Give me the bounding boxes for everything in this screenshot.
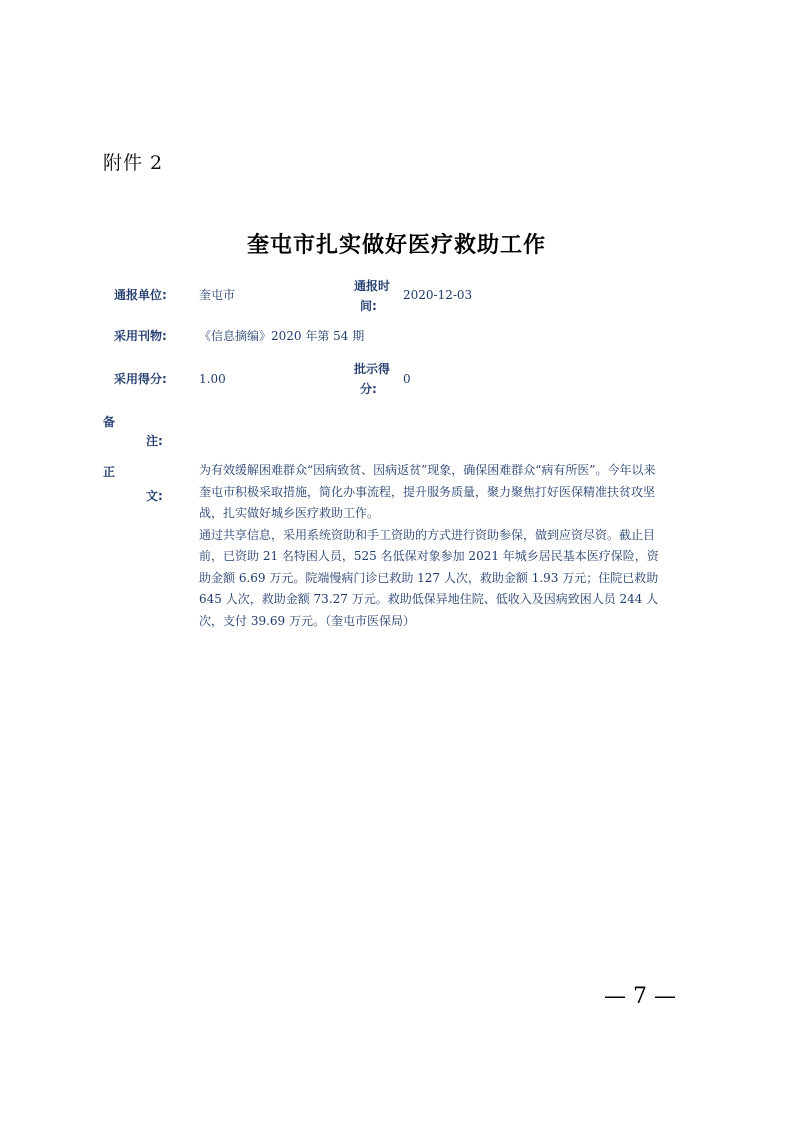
remark-label-line1: 备 [103, 415, 116, 429]
document-title: 奎屯市扎实做好医疗救助工作 [246, 233, 546, 258]
time-value: 2020-12-03 [403, 288, 473, 302]
unit-label: 通报单位: [114, 288, 167, 302]
remark-label-line2: 注: [146, 434, 163, 448]
score-label: 采用得分: [114, 372, 167, 386]
page-number: — 7 — [604, 984, 676, 1009]
body-paragraph-2: 通过共享信息，采用系统资助和手工资助的方式进行资助参保，做到应资尽资。截止目前，已资助 21 名特困人员，525 名低保对象参加 2021 年城乡居民基本医疗保险，资助金额 6.69 万元。院端慢病门诊已救助 127 人次，救助金额 1.93 万元；住院已救助 645 人次，救助金额 73.27 万元。救助低保异地住院、低收入及因病致困人员 244 人次，支付 39.69 万元。（奎屯市医保局） [199, 527, 659, 628]
unit-value: 奎屯市 [199, 288, 236, 302]
score-value: 1.00 [199, 372, 226, 386]
body-label-line1: 正 [103, 465, 116, 479]
journal-value: 《信息摘编》2020 年第 54 期 [199, 329, 365, 343]
instruction-label-line2: 分: [360, 382, 377, 396]
attachment-label: 附件 2 [103, 152, 164, 174]
time-label-line2: 间: [360, 299, 377, 313]
time-label-line1: 通报时 [354, 279, 391, 293]
body-text [199, 460, 663, 632]
body-paragraph-1: 为有效缓解困难群众“因病致贫、因病返贫”现象，确保困难群众“病有所医”。今年以来奎屯市积极采取措施，简化办事流程，提升服务质量，聚力聚焦打好医保精准扶贫攻坚战，扎实做好城乡医疗救助工作。 [199, 463, 656, 520]
journal-label: 采用刊物: [114, 329, 167, 343]
instruction-value: 0 [403, 372, 411, 386]
instruction-label-line1: 批示得 [354, 362, 391, 376]
body-label-line2: 文: [146, 489, 163, 503]
